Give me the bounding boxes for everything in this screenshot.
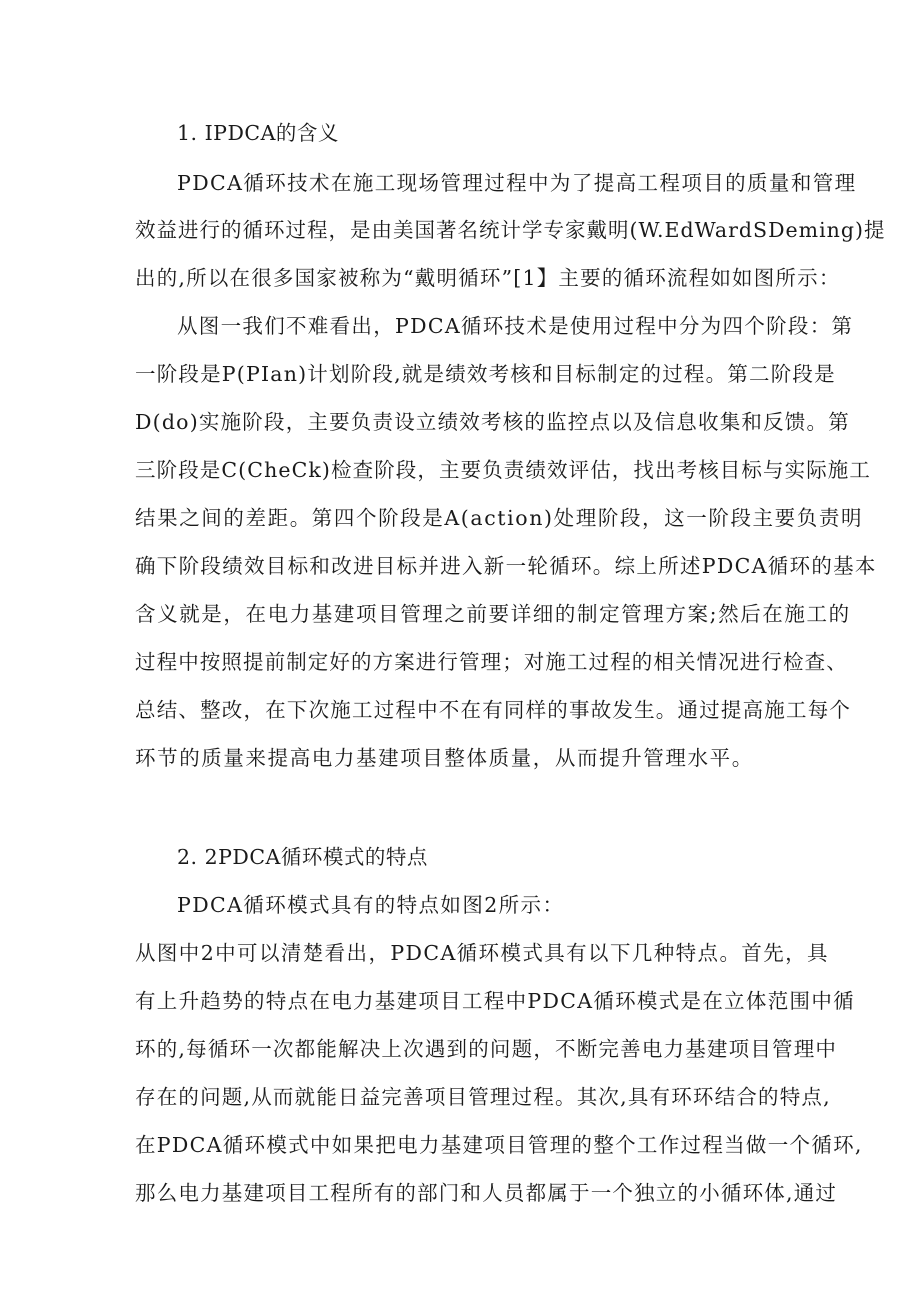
section-2-para-2-line-1: 从图中2中可以清楚看出，PDCA循环模式具有以下几种特点。首先，具 bbox=[135, 941, 829, 965]
section-1-para-2-line-10: 环节的质量来提高电力基建项目整体质量，从而提升管理水平。 bbox=[135, 746, 754, 770]
section-2-para-2-line-3: 环的,每循环一次都能解决上次遇到的问题，不断完善电力基建项目管理中 bbox=[135, 1037, 838, 1061]
section-1-heading: 1. IPDCA的含义 bbox=[177, 121, 339, 145]
section-1-para-2-line-6: 确下阶段绩效目标和改进目标并进入新一轮循环。综上所述PDCA循环的基本 bbox=[135, 554, 877, 578]
section-1-para-2-line-3: D(do)实施阶段，主要负责设立绩效考核的监控点以及信息收集和反馈。第 bbox=[135, 410, 850, 434]
section-1-para-1-line-3: 出的,所以在很多国家被称为“戴明循环”[1】主要的循环流程如如图所示： bbox=[135, 266, 841, 290]
section-2-para-2-line-6: 那么电力基建项目工程所有的部门和人员都属于一个独立的小循环体,通过 bbox=[135, 1181, 838, 1205]
section-1-para-1-line-2: 效益进行的循环过程，是由美国著名统计学专家戴明(W.EdWardSDeming)提 bbox=[135, 218, 886, 242]
section-2-para-2-line-5: 在PDCA循环模式中如果把电力基建项目管理的整个工作过程当做一个循环, bbox=[135, 1133, 863, 1157]
section-1-para-2-line-9: 总结、整改，在下次施工过程中不在有同样的事故发生。通过提高施工每个 bbox=[135, 698, 852, 722]
section-1-para-2-line-4: 三阶段是C(CheCk)检查阶段，主要负责绩效评估，找出考核目标与实际施工 bbox=[135, 458, 872, 482]
section-2-heading: 2. 2PDCA循环模式的特点 bbox=[177, 845, 428, 869]
section-2-para-1-line-1: PDCA循环模式具有的特点如图2所示： bbox=[177, 893, 565, 917]
section-2-para-2-line-2: 有上升趋势的特点在电力基建项目工程中PDCA循环模式是在立体范围中循 bbox=[135, 989, 855, 1013]
section-1-para-2-line-8: 过程中按照提前制定好的方案进行管理；对施工过程的相关情况进行检查、 bbox=[135, 650, 848, 674]
section-1-para-2-line-2: 一阶段是P(PIan)计划阶段,就是绩效考核和目标制定的过程。第二阶段是 bbox=[135, 362, 836, 386]
section-1-para-2-line-1: 从图一我们不难看出，PDCA循环技术是使用过程中分为四个阶段：第 bbox=[177, 314, 854, 338]
section-2-para-2-line-4: 存在的问题,从而就能日益完善项目管理过程。其次,具有环环结合的特点, bbox=[135, 1085, 831, 1109]
section-1-para-2-line-7: 含义就是，在电力基建项目管理之前要详细的制定管理方案;然后在施工的 bbox=[135, 602, 851, 626]
section-1-para-1-line-1: PDCA循环技术在施工现场管理过程中为了提高工程项目的质量和管理 bbox=[177, 171, 857, 195]
section-1-para-2-line-5: 结果之间的差距。第四个阶段是A(action)处理阶段，这一阶段主要负责明 bbox=[135, 506, 864, 530]
